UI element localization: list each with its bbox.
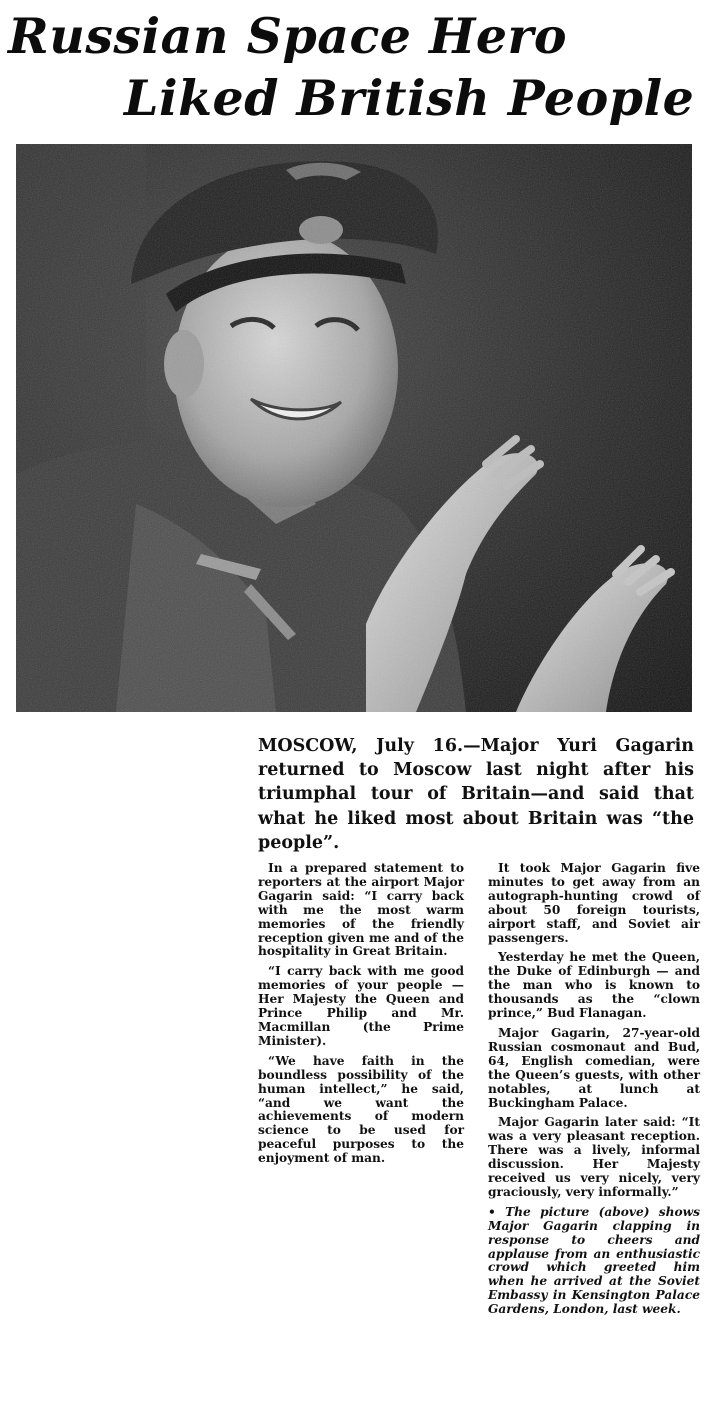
- caption-bullet: •: [488, 1204, 496, 1219]
- headline-line-2: Liked British People: [124, 69, 695, 127]
- article-column-right: [488, 862, 700, 1323]
- article-paragraph: It took Major Gagarin five minutes to get away from an autograph-hunting crowd of about 50 foreign tourists, airport staff, and Soviet air passengers.: [488, 861, 700, 945]
- article-paragraph: “I carry back with me good memories of your people — Her Majesty the Queen and Prince Philip and Mr. Macmillan (the Prime Minister).: [258, 964, 464, 1048]
- gagarin-photo-illustration: [16, 144, 692, 712]
- article-paragraph: Major Gagarin, 27-year-old Russian cosmonaut and Bud, 64, English comedian, were the Queen’s guests, with other notables, at lunch at Buckingham Palace.: [488, 1025, 700, 1110]
- photo-caption: [488, 1206, 700, 1317]
- article-paragraph: Major Gagarin later said: “It was a very pleasant reception. There was a lively, informal discussion. Her Majesty received us very nicely, very graciously, very informally.”: [488, 1115, 700, 1199]
- photo-caption-text: The picture (above) shows Major Gagarin clapping in response to cheers and applause from an enthusiastic crowd which greeted him when he arrived at the Soviet Embassy in Kensington Palace Gardens, London, last week.: [488, 1204, 700, 1317]
- article-column-left: [258, 862, 464, 1172]
- article-paragraph: “We have faith in the boundless possibility of the human intellect,” he said, “and we want the achievements of modern science to be used for peaceful purposes to the enjoyment of man.: [258, 1053, 464, 1166]
- article-paragraph: Yesterday he met the Queen, the Duke of Edinburgh — and the man who is known to thousands as the “clown prince,” Bud Flanagan.: [488, 950, 700, 1021]
- news-photo: [16, 144, 692, 712]
- article-paragraph: In a prepared statement to reporters at the airport Major Gagarin said: “I carry back with me the most warm memories of the friendly reception given me and of the hospitality in Great Britain.: [258, 861, 464, 959]
- article-lead-paragraph: MOSCOW, July 16.—Major Yuri Gagarin returned to Moscow last night after his triumphal tour of Britain—and said that what he liked most about Britain was “the people”.: [258, 736, 694, 853]
- headline-line-1: Russian Space Hero: [8, 7, 568, 65]
